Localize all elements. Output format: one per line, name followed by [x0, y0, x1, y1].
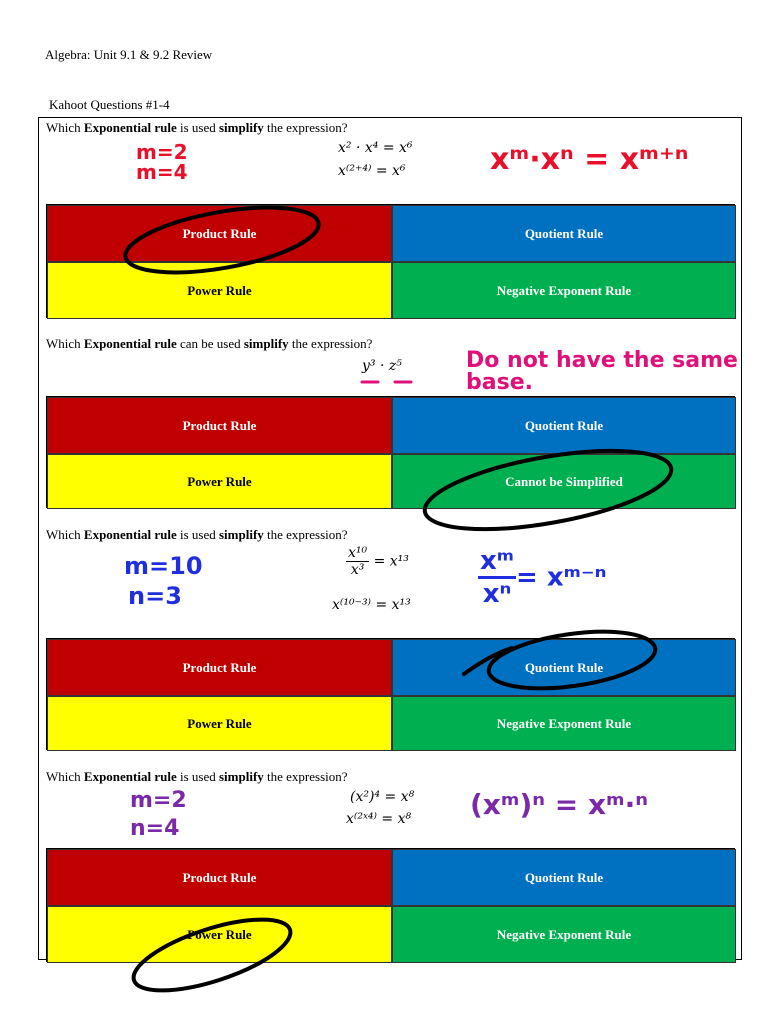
question-4-answer-grid [46, 848, 735, 962]
question-1-expression-line-1: x² · x⁴ = x⁶ [338, 140, 413, 156]
question-4-handwritten-m: m=2 [130, 788, 187, 813]
q1-answer-product-rule[interactable]: Product Rule [47, 205, 392, 262]
question-4-expression-line-1: (x²)⁴ = x⁸ [350, 789, 415, 805]
q3-answer-quotient-rule[interactable]: Quotient Rule [392, 639, 736, 696]
q2-answer-quotient-rule[interactable]: Quotient Rule [392, 397, 736, 454]
question-4-expression-line-2: x⁽²ˣ⁴⁾ = x⁸ [346, 811, 412, 827]
question-4-handwritten-n: n=4 [130, 816, 180, 841]
question-3-handwritten-rule: $\frac{\text{xᵐ}}{\text{xⁿ}}$ = xᵐ⁻ⁿ [480, 546, 607, 609]
question-4-handwritten-rule: (xᵐ)ⁿ = xᵐ·ⁿ [470, 788, 648, 821]
question-2-expression: y³ · z⁵ [362, 358, 402, 374]
q1-answer-quotient-rule[interactable]: Quotient Rule [392, 205, 736, 262]
question-3-fraction-expression: $\frac{\text{x¹⁰}}{\text{x³}}$ = x¹³ [348, 545, 409, 578]
question-4-prompt: Which Exponential rule is used simplify the expression? [46, 769, 348, 784]
question-1-answer-grid [46, 204, 735, 318]
q3-answer-negative-exponent-rule[interactable]: Negative Exponent Rule [392, 696, 736, 751]
question-1-handwritten-rule: xᵐ·xⁿ = xᵐ⁺ⁿ [490, 142, 689, 177]
question-3-answer-grid [46, 638, 735, 750]
q1-answer-power-rule[interactable]: Power Rule [47, 262, 392, 319]
question-3-handwritten-m: m=10 [124, 552, 203, 580]
q3-answer-product-rule[interactable]: Product Rule [47, 639, 392, 696]
q2-answer-cannot-be-simplified[interactable]: Cannot be Simplified [392, 454, 736, 509]
q4-answer-power-rule[interactable]: Power Rule [47, 906, 392, 963]
document-title: Algebra: Unit 9.1 & 9.2 Review [45, 47, 213, 62]
q4-answer-product-rule[interactable]: Product Rule [47, 849, 392, 906]
question-1-handwritten-note-left: m=2 m=4 [136, 140, 188, 184]
q2-answer-product-rule[interactable]: Product Rule [47, 397, 392, 454]
question-2-prompt: Which Exponential rule can be used simplify the expression? [46, 336, 373, 351]
q1-answer-negative-exponent-rule[interactable]: Negative Exponent Rule [392, 262, 736, 319]
question-3-prompt: Which Exponential rule is used simplify the expression? [46, 527, 348, 542]
q3-answer-power-rule[interactable]: Power Rule [47, 696, 392, 751]
q4-answer-negative-exponent-rule[interactable]: Negative Exponent Rule [392, 906, 736, 963]
question-3-handwritten-n: n=3 [128, 582, 182, 610]
q4-answer-quotient-rule[interactable]: Quotient Rule [392, 849, 736, 906]
section-subtitle: Kahoot Questions #1-4 [49, 97, 170, 112]
question-1-prompt: Which Exponential rule is used simplify the expression? [46, 120, 348, 135]
question-3-expression-line-2: x⁽¹⁰⁻³⁾ = x¹³ [332, 597, 411, 613]
question-2-handwritten-note: Do not have the same base. [466, 348, 738, 395]
question-2-answer-grid [46, 396, 735, 508]
q2-answer-power-rule[interactable]: Power Rule [47, 454, 392, 509]
question-1-expression-line-2: x⁽²⁺⁴⁾ = x⁶ [338, 163, 406, 179]
